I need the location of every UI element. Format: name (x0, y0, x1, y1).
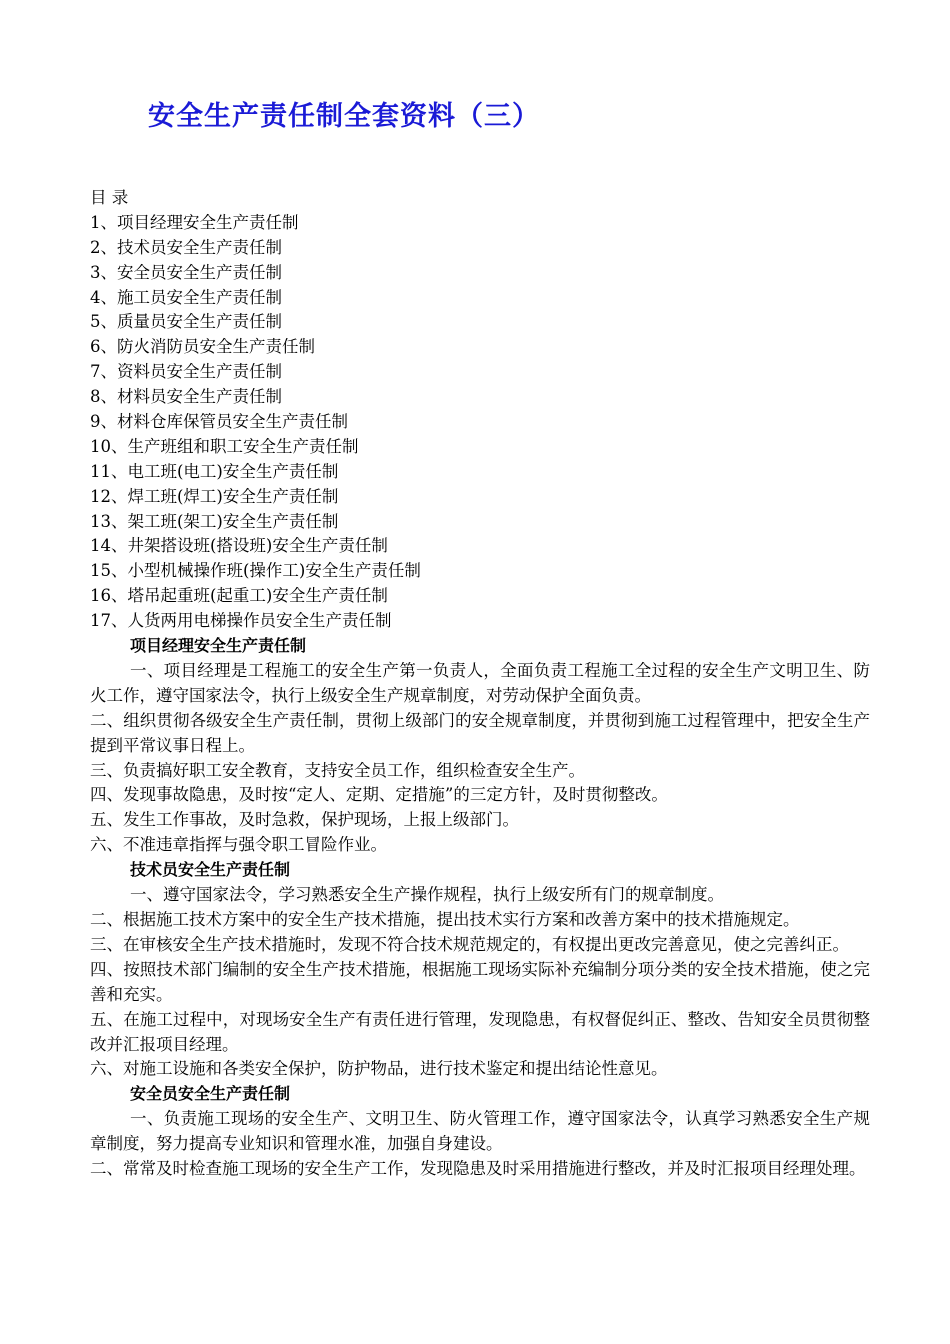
toc-item: 6、防火消防员安全生产责任制 (90, 337, 315, 357)
toc-item: 2、技术员安全生产责任制 (90, 237, 282, 257)
toc-item: 1、项目经理安全生产责任制 (90, 212, 299, 232)
section-paragraph: 一、项目经理是工程施工的安全生产第一负责人，全面负责工程施工全过程的安全生产文明卫生、防火工作，遵守国家法令，执行上级安全生产规章制度，对劳动保护全面负责。 (90, 660, 870, 705)
toc-item: 5、质量员安全生产责任制 (90, 312, 282, 332)
section-paragraph: 一、负责施工现场的安全生产、文明卫生、防火管理工作，遵守国家法令，认真学习熟悉安全生产规章制度，努力提高专业知识和管理水准，加强自身建设。 (90, 1109, 870, 1154)
section-paragraph: 三、负责搞好职工安全教育，支持安全员工作，组织检查安全生产。 (90, 760, 585, 780)
section-paragraph: 六、对施工设施和各类安全保护，防护物品，进行技术鉴定和提出结论性意见。 (90, 1059, 668, 1079)
section-paragraph: 二、根据施工技术方案中的安全生产技术措施，提出技术实行方案和改善方案中的技术措施规定。 (90, 909, 800, 929)
document-title: 安全生产责任制全套资料（三） (148, 101, 540, 132)
section-paragraph: 四、发现事故隐患，及时按“定人、定期、定措施”的三定方针，及时贯彻整改。 (90, 785, 668, 805)
section-title: 技术员安全生产责任制 (130, 860, 291, 880)
toc-item: 12、焊工班(焊工)安全生产责任制 (90, 486, 339, 506)
section-paragraph: 一、遵守国家法令，学习熟悉安全生产操作规程，执行上级安所有门的规章制度。 (130, 885, 724, 905)
document-body (90, 186, 870, 1182)
section-paragraph: 六、不准违章指挥与强令职工冒险作业。 (90, 835, 387, 855)
section-paragraph: 二、常常及时检查施工现场的安全生产工作，发现隐患及时采用措施进行整改，并及时汇报项目经理处理。 (90, 1159, 866, 1179)
section-paragraph: 三、在审核安全生产技术措施时，发现不符合技术规范规定的，有权提出更改完善意见，使之完善纠正。 (90, 934, 849, 954)
section-title: 安全员安全生产责任制 (130, 1084, 291, 1104)
toc-item: 11、电工班(电工)安全生产责任制 (90, 461, 339, 481)
section-title: 项目经理安全生产责任制 (130, 636, 307, 656)
toc-item: 9、材料仓库保管员安全生产责任制 (90, 412, 348, 432)
toc-item: 4、施工员安全生产责任制 (90, 287, 282, 307)
toc-item: 14、井架搭设班(搭设班)安全生产责任制 (90, 536, 388, 556)
toc-item: 3、安全员安全生产责任制 (90, 262, 282, 282)
section-paragraph: 五、发生工作事故，及时急救，保护现场，上报上级部门。 (90, 810, 519, 830)
section-paragraph: 四、按照技术部门编制的安全生产技术措施，根据施工现场实际补充编制分项分类的安全技术措施，使之完善和充实。 (90, 959, 870, 1004)
toc-item: 17、人货两用电梯操作员安全生产责任制 (90, 611, 392, 631)
toc-item: 8、材料员安全生产责任制 (90, 387, 282, 407)
toc-item: 10、生产班组和职工安全生产责任制 (90, 436, 359, 456)
toc-item: 16、塔吊起重班(起重工)安全生产责任制 (90, 586, 388, 606)
toc-item: 15、小型机械操作班(操作工)安全生产责任制 (90, 561, 421, 581)
section-paragraph: 五、在施工过程中，对现场安全生产有责任进行管理，发现隐患，有权督促纠正、整改、告知安全员贯彻整改并汇报项目经理。 (90, 1009, 870, 1054)
toc-item: 13、架工班(架工)安全生产责任制 (90, 511, 339, 531)
toc-heading: 目 录 (90, 188, 129, 207)
section-paragraph: 二、组织贯彻各级安全生产责任制，贯彻上级部门的安全规章制度，并贯彻到施工过程管理中，把安全生产提到平常议事日程上。 (90, 710, 870, 755)
toc-item: 7、资料员安全生产责任制 (90, 362, 282, 382)
